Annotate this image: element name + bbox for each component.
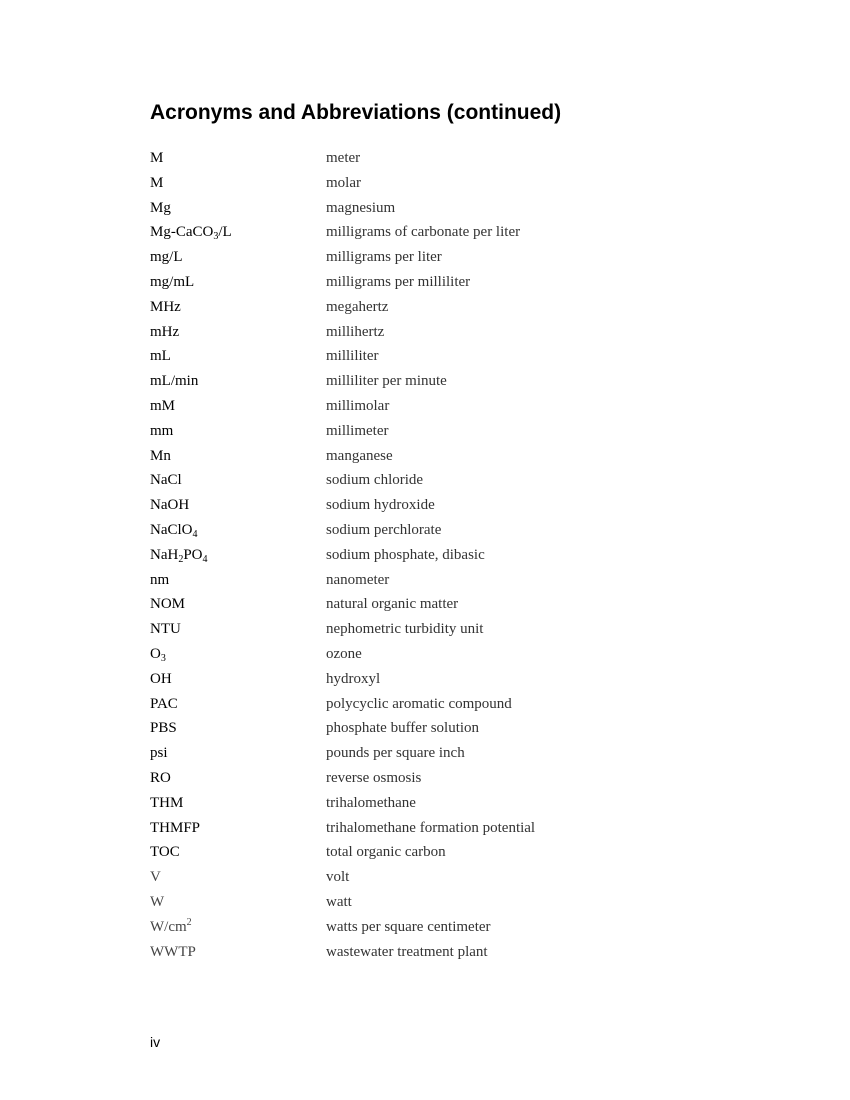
acronym-term [150, 816, 326, 841]
acronym-term [150, 642, 326, 667]
acronym-row [150, 270, 750, 295]
term-text: V [150, 869, 161, 886]
acronym-definition: trihalomethane formation potential [326, 819, 536, 836]
term-text: NaCl [150, 472, 182, 489]
acronym-row [150, 444, 750, 469]
acronym-row [150, 940, 750, 965]
acronym-definition: megahertz [326, 298, 389, 315]
term-subscript: 2 [178, 553, 184, 565]
acronym-definition: volt [326, 869, 350, 886]
acronym-row [150, 493, 750, 518]
term-subscript: 4 [192, 528, 198, 540]
acronym-term [150, 592, 326, 617]
acronym-term [150, 915, 326, 940]
acronym-row [150, 915, 750, 940]
term-superscript: 2 [186, 916, 192, 928]
acronym-row [150, 196, 750, 221]
acronym-row [150, 692, 750, 717]
term-text: psi [150, 745, 168, 762]
acronym-term [150, 493, 326, 518]
term-text: THM [150, 794, 184, 811]
acronym-row [150, 171, 750, 196]
acronym-definition: nephometric turbidity unit [326, 621, 484, 638]
acronym-term [150, 146, 326, 171]
term-text: /L [218, 224, 232, 241]
acronym-row [150, 394, 750, 419]
acronym-row [150, 816, 750, 841]
term-text: NaClO [150, 521, 193, 538]
term-text: mg/mL [150, 273, 195, 290]
acronym-row [150, 791, 750, 816]
acronym-definition: hydroxyl [326, 670, 381, 687]
acronym-term [150, 791, 326, 816]
acronym-definition: sodium hydroxide [326, 497, 435, 514]
acronym-definition: watt [326, 893, 352, 910]
acronym-row [150, 840, 750, 865]
acronym-definition: molar [326, 174, 361, 191]
acronym-definition: watts per square centimeter [326, 918, 491, 935]
acronym-term [150, 444, 326, 469]
acronym-definition: wastewater treatment plant [326, 943, 488, 960]
term-text: mHz [150, 323, 180, 340]
acronym-term [150, 295, 326, 320]
acronym-definition: sodium chloride [326, 472, 424, 489]
acronym-row [150, 295, 750, 320]
acronym-term [150, 940, 326, 965]
acronym-definition: reverse osmosis [326, 769, 422, 786]
acronym-row [150, 518, 750, 543]
term-text: NOM [150, 596, 186, 613]
acronym-row [150, 890, 750, 915]
acronym-definition: milliliter [326, 348, 379, 365]
term-text: mL/min [150, 373, 199, 390]
acronym-definition: milliliter per minute [326, 373, 447, 390]
acronym-definition: sodium perchlorate [326, 521, 442, 538]
acronym-definition: sodium phosphate, dibasic [326, 546, 485, 563]
term-text: NaOH [150, 497, 190, 514]
acronym-term [150, 220, 326, 245]
term-text: mL [150, 348, 171, 365]
acronym-term [150, 468, 326, 493]
acronym-row [150, 344, 750, 369]
term-text: nm [150, 571, 170, 588]
acronym-definition: meter [326, 150, 361, 166]
term-text: mm [150, 422, 174, 439]
term-text: M [150, 150, 164, 166]
term-text: PAC [150, 695, 178, 712]
acronym-row [150, 419, 750, 444]
acronym-term [150, 692, 326, 717]
acronym-row [150, 592, 750, 617]
term-text: O [150, 645, 161, 662]
term-subscript: 3 [213, 231, 219, 243]
acronym-row [150, 245, 750, 270]
acronym-row [150, 642, 750, 667]
acronym-definition: magnesium [326, 199, 396, 216]
acronym-term [150, 344, 326, 369]
acronym-term [150, 196, 326, 221]
term-text: THMFP [150, 819, 201, 836]
acronym-term [150, 543, 326, 568]
term-text: NaH [150, 546, 179, 563]
term-text: OH [150, 670, 172, 687]
acronym-row [150, 568, 750, 593]
acronym-term [150, 741, 326, 766]
acronym-definition: pounds per square inch [326, 745, 465, 762]
acronym-row [150, 543, 750, 568]
term-text: Mg-CaCO [150, 224, 214, 241]
acronym-term [150, 518, 326, 543]
acronym-definition: milligrams of carbonate per liter [326, 224, 521, 241]
term-text: TOC [150, 844, 180, 861]
acronym-definition: polycyclic aromatic compound [326, 695, 512, 712]
acronym-row [150, 146, 750, 171]
term-text: W/cm [150, 918, 187, 935]
acronym-term [150, 890, 326, 915]
term-subscript: 4 [202, 553, 208, 565]
acronym-definition: millimolar [326, 397, 390, 414]
acronym-term [150, 369, 326, 394]
acronym-term [150, 667, 326, 692]
acronym-row [150, 865, 750, 890]
term-text: WWTP [150, 943, 196, 960]
acronym-definition: millimeter [326, 422, 389, 439]
acronym-definition: milligrams per milliliter [326, 273, 471, 290]
term-text: M [150, 174, 164, 191]
acronym-term [150, 617, 326, 642]
acronym-row [150, 468, 750, 493]
acronym-term [150, 245, 326, 270]
acronym-definition: trihalomethane [326, 794, 416, 811]
acronym-term [150, 716, 326, 741]
acronym-row [150, 766, 750, 791]
term-text: mg/L [150, 249, 183, 266]
acronym-term [150, 766, 326, 791]
acronym-term [150, 320, 326, 345]
acronym-list [150, 146, 750, 964]
page-title: Acronyms and Abbreviations (continued) [150, 101, 562, 124]
acronym-row [150, 741, 750, 766]
acronym-definition: ozone [326, 645, 362, 662]
term-subscript: 3 [160, 652, 166, 664]
term-text: W [150, 893, 165, 910]
term-text: mM [150, 397, 176, 414]
acronym-term [150, 865, 326, 890]
acronym-definition: nanometer [326, 571, 390, 588]
acronym-row [150, 617, 750, 642]
term-text: Mg [150, 199, 171, 216]
acronym-definition: phosphate buffer solution [326, 720, 480, 737]
acronym-row [150, 716, 750, 741]
acronym-term [150, 419, 326, 444]
term-text: NTU [150, 621, 181, 638]
term-text: PBS [150, 720, 177, 737]
term-text: PO [183, 546, 203, 563]
term-text: RO [150, 769, 171, 786]
acronym-term [150, 840, 326, 865]
acronym-definition: natural organic matter [326, 596, 459, 613]
acronym-term [150, 171, 326, 196]
acronym-term [150, 270, 326, 295]
acronym-definition: total organic carbon [326, 844, 446, 861]
term-text: MHz [150, 298, 181, 315]
acronym-row [150, 320, 750, 345]
acronym-definition: manganese [326, 447, 393, 464]
acronym-definition: millihertz [326, 323, 385, 340]
acronym-row [150, 220, 750, 245]
page-number: iv [150, 1034, 161, 1050]
acronym-term [150, 394, 326, 419]
acronym-term [150, 568, 326, 593]
acronym-row [150, 369, 750, 394]
acronym-row [150, 667, 750, 692]
acronym-definition: milligrams per liter [326, 249, 442, 266]
term-text: Mn [150, 447, 171, 464]
